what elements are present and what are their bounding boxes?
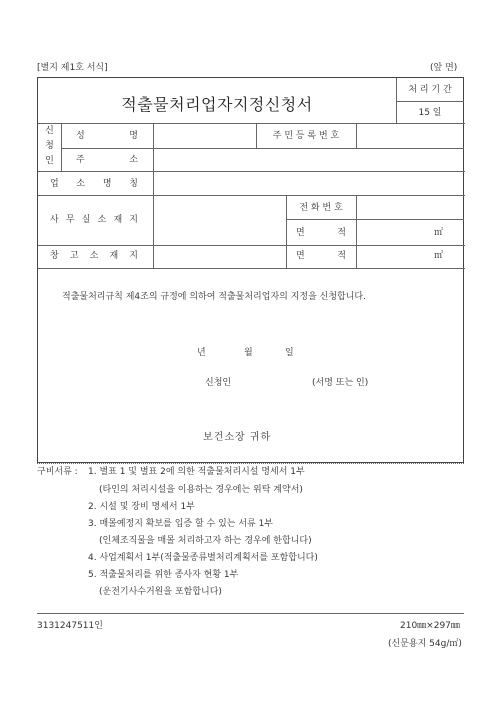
name-field[interactable]	[154, 124, 256, 148]
phone-field[interactable]	[357, 196, 464, 219]
date-day: 일	[285, 348, 294, 358]
registration-number-label: 주 민 등 록 번 호	[272, 131, 340, 141]
warehouse-location-field[interactable]	[154, 246, 286, 268]
date-month: 월	[244, 348, 253, 358]
document-item-3-note: (인체조직물을 매몰 처리하고자 하는 경우에 한합니다)	[99, 536, 312, 546]
rule	[61, 123, 62, 171]
addressee: 보건소장 귀하	[203, 432, 272, 443]
address-field[interactable]	[154, 149, 464, 171]
documents-label: 구비서류 :	[37, 467, 78, 477]
office-area-label: 면 적	[296, 228, 346, 238]
processing-period-label: 처 리 기 간	[408, 85, 452, 95]
rule	[38, 268, 465, 269]
application-form	[37, 77, 464, 463]
document-item-1: 1. 별표 1 및 별표 2에 의한 적출물처리시설 명세서 1부	[88, 467, 305, 477]
applicant-label-1: 신	[45, 126, 54, 136]
applicant-sign-label: 신청인	[205, 378, 232, 388]
registration-number-field[interactable]	[357, 124, 464, 148]
document-item-2: 2. 시설 및 장비 명세서 1부	[88, 502, 195, 512]
form-id: [별지 제1호 서식]	[37, 63, 108, 73]
address-label: 주 소	[76, 155, 138, 165]
document-item-5: 5. 적출물처리를 위한 종사자 현황 1부	[88, 570, 239, 580]
office-area-field[interactable]	[357, 220, 464, 245]
document-item-1-note: (타인의 처리시설을 이용하는 경우에는 위탁 계약서)	[99, 485, 303, 495]
phone-label: 전 화 번 호	[299, 203, 343, 213]
application-statement: 적출물처리규칙 제4조의 규정에 의하여 적출물처리업자의 지정을 신청합니다.	[62, 292, 366, 302]
office-location-label: 사 무 실 소 재 지	[50, 215, 138, 225]
document-item-4: 4. 사업계획서 1부(적출물종류별처리계획서를 포함합니다)	[88, 553, 318, 563]
warehouse-area-field[interactable]	[357, 246, 464, 268]
applicant-label-2: 청	[45, 141, 54, 151]
page-side: (앞 면)	[430, 63, 458, 73]
document-item-5-note: (운전기사수거원을 포함합니다)	[99, 587, 222, 597]
signature-hint: (서명 또는 인)	[312, 378, 369, 388]
warehouse-area-unit: ㎡	[434, 251, 444, 261]
office-location-field[interactable]	[154, 196, 286, 245]
processing-period-value: 15 일	[418, 108, 442, 118]
office-area-unit: ㎡	[434, 228, 444, 238]
warehouse-location-label: 창 고 소 재 지	[50, 251, 138, 261]
paper-size: 210㎜×297㎜	[400, 621, 460, 631]
name-label: 성 명	[76, 131, 138, 141]
warehouse-area-label: 면 적	[296, 251, 346, 261]
applicant-label-3: 인	[45, 156, 54, 166]
date-year: 년	[197, 348, 206, 358]
business-name-label: 업 소 명 칭	[50, 179, 138, 189]
document-item-3: 3. 매몰예정지 확보를 입증 할 수 있는 서류 1부	[88, 519, 273, 529]
form-title: 적출물처리업자지정신청서	[121, 95, 313, 114]
business-name-field[interactable]	[154, 172, 464, 195]
rule	[396, 101, 464, 102]
form-code: 3131247511인	[37, 621, 103, 631]
footer-rule	[37, 613, 464, 614]
paper-type: (신문용지 54g/㎡)	[388, 639, 462, 649]
